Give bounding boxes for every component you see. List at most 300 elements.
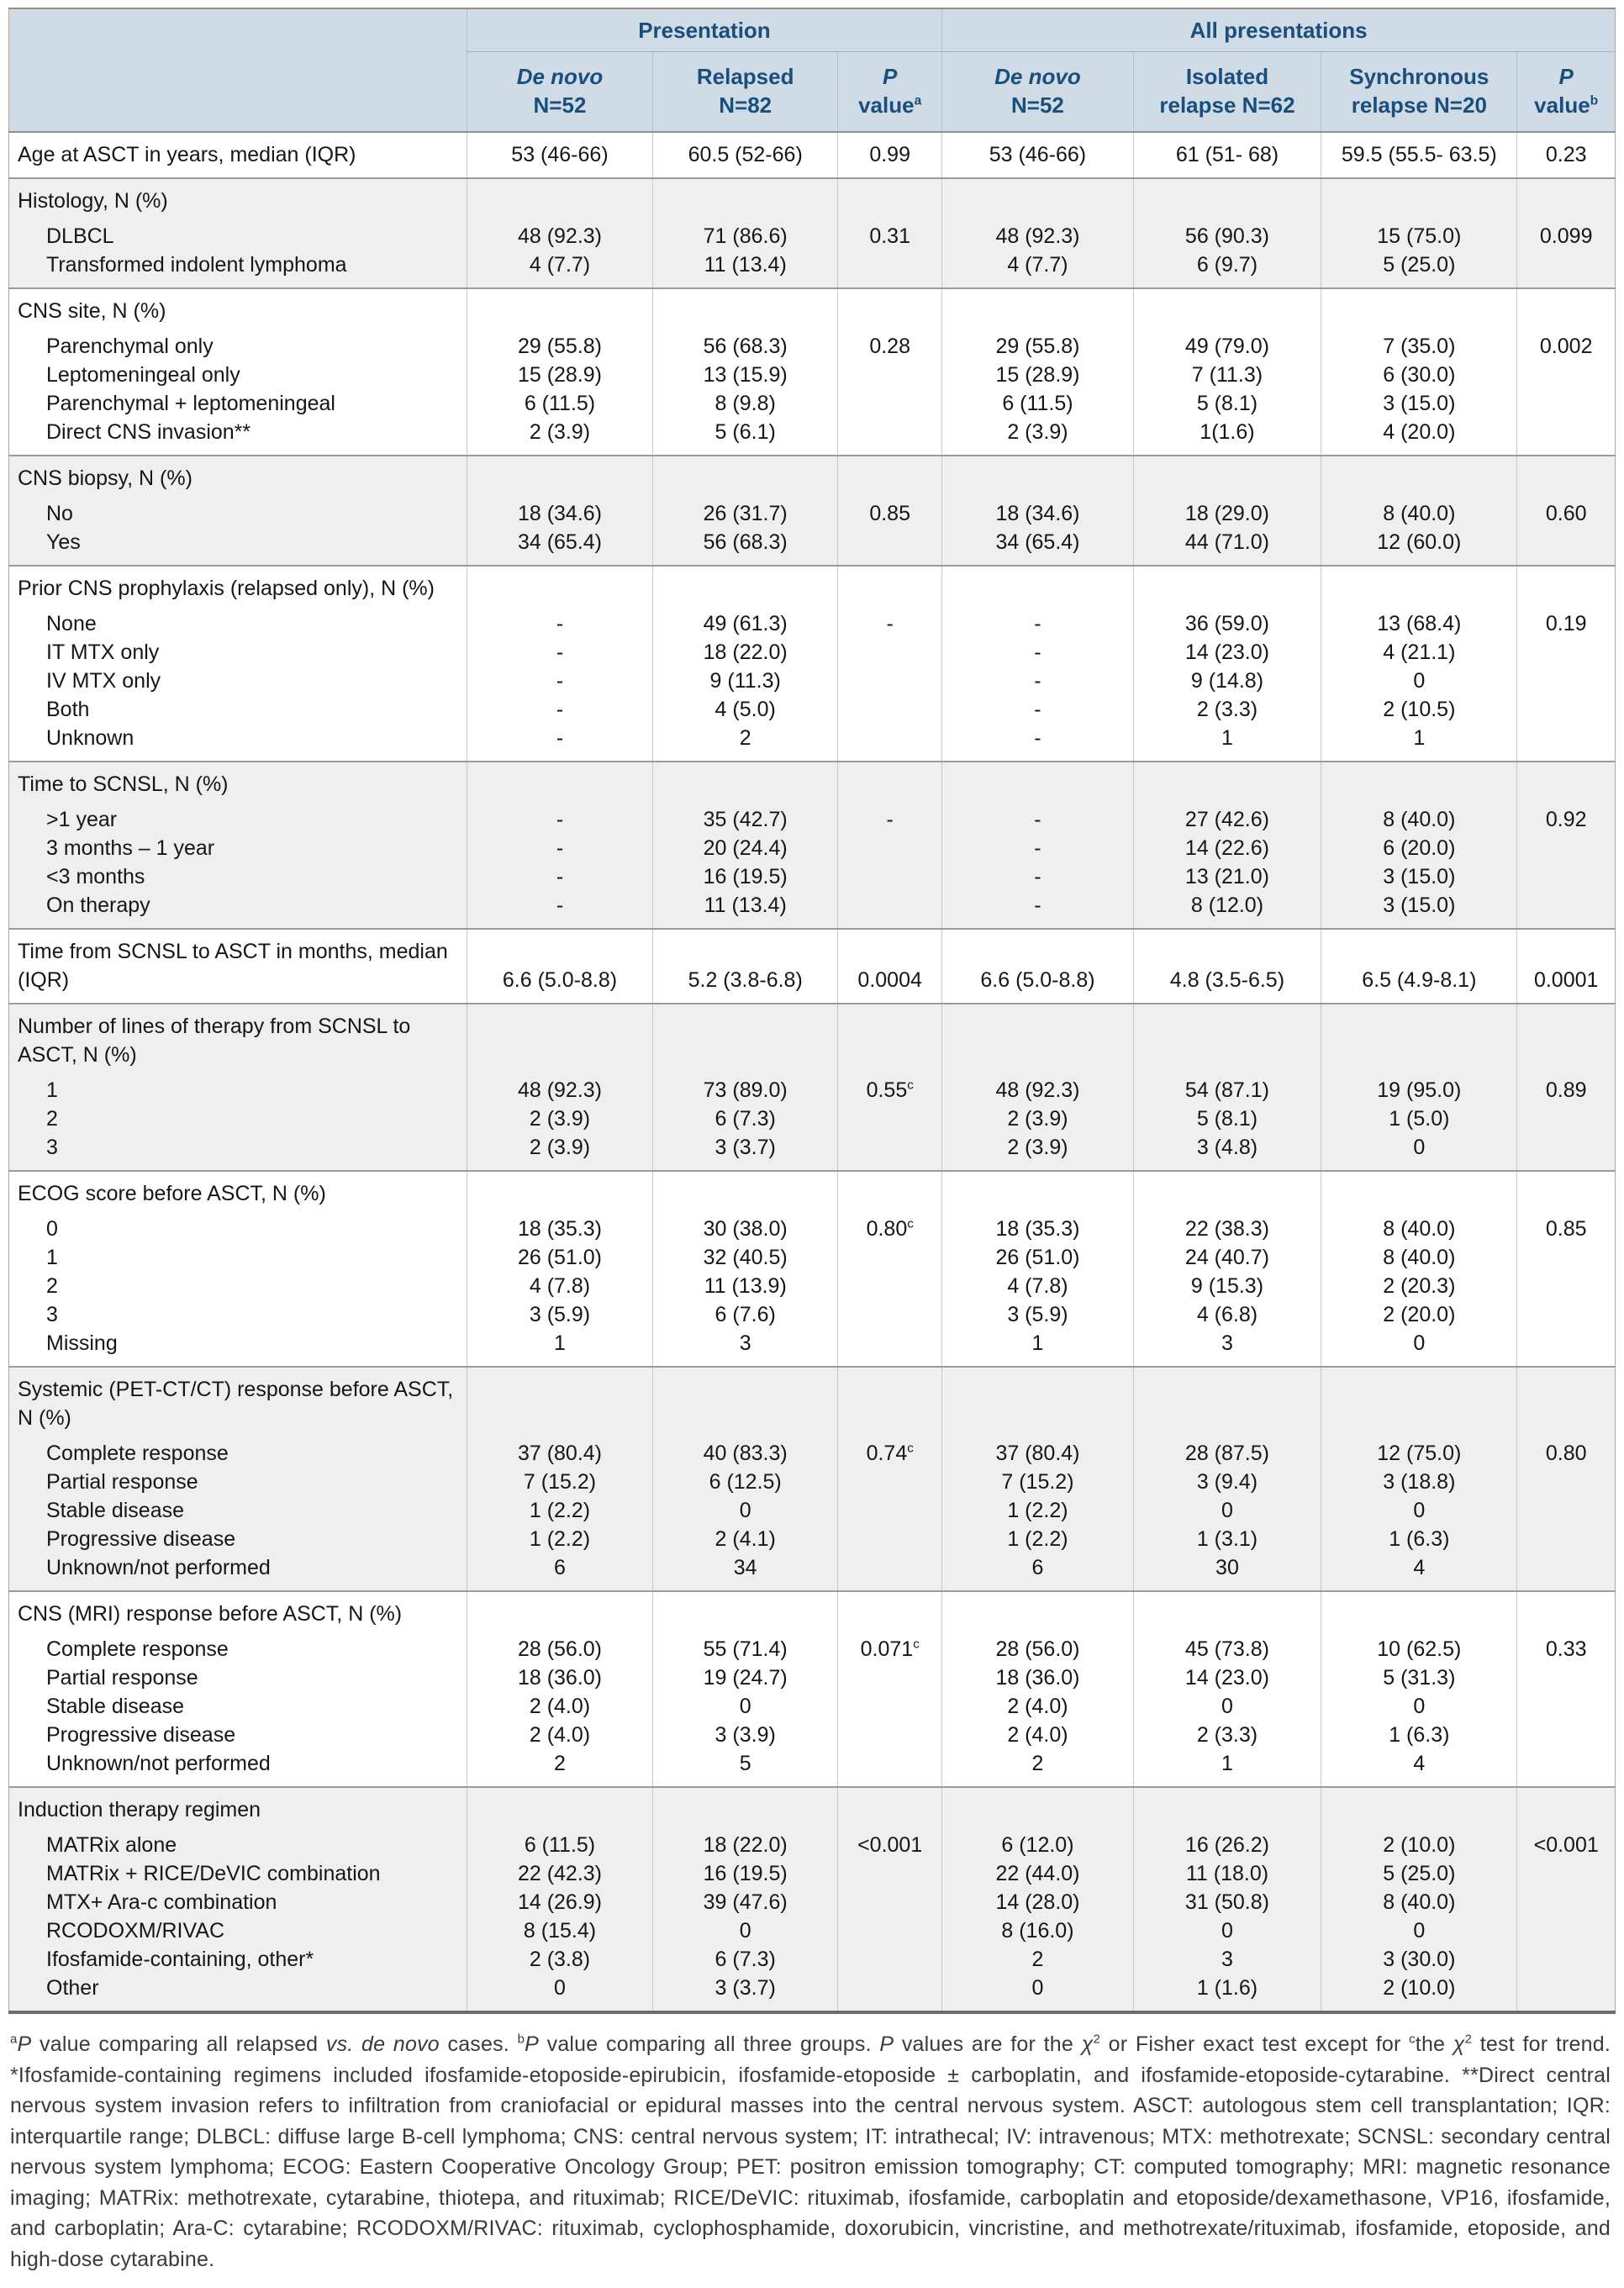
value-cell	[1133, 566, 1321, 609]
value-cell: 20 (24.4)	[653, 834, 838, 862]
value-cell	[1517, 1692, 1616, 1721]
value-cell	[653, 566, 838, 609]
value-cell: 5 (6.1)	[653, 418, 838, 456]
value-cell	[1517, 288, 1616, 332]
table-row	[9, 418, 1616, 456]
row-label: Complete response	[46, 1637, 229, 1661]
value-cell	[1517, 418, 1616, 456]
value-cell: 8 (40.0)	[1321, 1215, 1517, 1243]
footnote-segment: χ	[1453, 2032, 1465, 2056]
value-cell: 22 (44.0)	[942, 1859, 1133, 1888]
value-cell: 48 (92.3)	[467, 1076, 653, 1104]
table-row	[9, 1525, 1616, 1553]
footnote-segment: the	[1415, 2032, 1453, 2056]
value-cell: 0	[1133, 1692, 1321, 1721]
row-label: 1	[46, 1246, 58, 1269]
value-cell: 1 (6.3)	[1321, 1721, 1517, 1749]
column-header-5	[1321, 52, 1517, 133]
value-cell: 27 (42.6)	[1133, 805, 1321, 834]
value-cell: 14 (26.9)	[467, 1888, 653, 1916]
value-cell: 0.0004	[838, 929, 942, 1004]
value-cell	[1517, 178, 1616, 222]
value-cell: 60.5 (52-66)	[653, 132, 838, 178]
value-cell: 0.74$^c$	[838, 1439, 942, 1468]
value-cell	[1133, 456, 1321, 499]
section-cns-biopsy	[9, 456, 1616, 566]
table-row	[9, 695, 1616, 724]
row-label: <3 months	[46, 865, 145, 888]
value-cell: 14 (28.0)	[942, 1888, 1133, 1916]
value-cell: 1	[1133, 724, 1321, 762]
row-label: Missing	[46, 1331, 118, 1355]
table-row	[9, 288, 1616, 332]
value-cell: 3 (3.7)	[653, 1974, 838, 2012]
value-cell: 1	[942, 1329, 1133, 1367]
value-cell: 1	[1133, 1749, 1321, 1787]
value-cell	[942, 288, 1133, 332]
value-cell: 26 (31.7)	[653, 499, 838, 528]
section-time-to-scnsl	[9, 762, 1616, 929]
table-row	[9, 1831, 1616, 1859]
value-cell: 55 (71.4)	[653, 1635, 838, 1663]
value-cell: 71 (86.6)	[653, 222, 838, 250]
table-row	[9, 1076, 1616, 1104]
value-cell	[1517, 862, 1616, 891]
value-cell	[838, 418, 942, 456]
value-cell	[1133, 178, 1321, 222]
value-cell: 3	[653, 1329, 838, 1367]
value-cell	[942, 456, 1133, 499]
value-cell	[1321, 1171, 1517, 1215]
value-cell	[838, 1133, 942, 1171]
value-cell: 13 (15.9)	[653, 361, 838, 389]
value-cell	[467, 566, 653, 609]
table-row	[9, 929, 1616, 1004]
value-cell: 2 (3.3)	[1133, 1721, 1321, 1749]
value-cell: 18 (34.6)	[942, 499, 1133, 528]
value-cell	[838, 1004, 942, 1076]
value-cell	[1321, 178, 1517, 222]
table-row	[9, 609, 1616, 638]
value-cell: 28 (56.0)	[467, 1635, 653, 1663]
value-cell: 0.0001	[1517, 929, 1616, 1004]
column-header-2	[838, 52, 942, 133]
value-cell: 4 (7.7)	[467, 250, 653, 288]
value-cell: 26 (51.0)	[467, 1243, 653, 1272]
row-label: Parenchymal + leptomeningeal	[46, 392, 335, 415]
table-row	[9, 1663, 1616, 1692]
value-cell: 0	[1321, 1496, 1517, 1525]
section-age	[9, 132, 1616, 178]
value-cell: <0.001	[1517, 1831, 1616, 1859]
value-cell: 14 (22.6)	[1133, 834, 1321, 862]
value-cell	[942, 1367, 1133, 1439]
value-cell	[653, 1004, 838, 1076]
row-label: RCODOXM/RIVAC	[46, 1919, 225, 1943]
row-label: Complete response	[46, 1442, 229, 1465]
value-cell: 0.071$^c$	[838, 1635, 942, 1663]
value-cell: 6 (11.5)	[942, 389, 1133, 418]
value-cell	[838, 1468, 942, 1496]
value-cell: 2 (4.0)	[467, 1692, 653, 1721]
value-cell	[838, 1243, 942, 1272]
table-row	[9, 1749, 1616, 1787]
value-cell	[1517, 1663, 1616, 1692]
value-cell	[467, 178, 653, 222]
column-header-4	[1133, 52, 1321, 133]
value-cell	[1517, 456, 1616, 499]
value-cell: 29 (55.8)	[942, 332, 1133, 361]
table-row	[9, 1215, 1616, 1243]
value-cell	[1517, 528, 1616, 566]
row-label: Progressive disease	[46, 1723, 236, 1747]
section-histology	[9, 178, 1616, 288]
value-cell	[1517, 667, 1616, 695]
value-cell: 34	[653, 1553, 838, 1591]
value-cell	[467, 288, 653, 332]
characteristics-table	[8, 8, 1616, 2014]
value-cell	[1517, 1888, 1616, 1916]
table-row	[9, 178, 1616, 222]
value-cell	[1517, 1859, 1616, 1888]
value-cell	[838, 724, 942, 762]
value-cell: 22 (38.3)	[1133, 1215, 1321, 1243]
value-cell: 5.2 (3.8-6.8)	[653, 929, 838, 1004]
section-label: CNS (MRI) response before ASCT, N (%)	[18, 1602, 403, 1626]
column-header-line2: N=52	[533, 92, 587, 118]
value-cell: 18 (22.0)	[653, 638, 838, 667]
column-header-1	[653, 52, 838, 133]
value-cell: -	[942, 862, 1133, 891]
value-cell	[838, 1888, 942, 1916]
value-cell: 1	[467, 1329, 653, 1367]
section-prior-cns-prophylaxis	[9, 566, 1616, 762]
value-cell	[653, 1591, 838, 1635]
value-cell: 61 (51- 68)	[1133, 132, 1321, 178]
value-cell	[838, 1367, 942, 1439]
value-cell	[1133, 762, 1321, 805]
value-cell	[467, 456, 653, 499]
value-cell	[1517, 762, 1616, 805]
value-cell: 16 (19.5)	[653, 862, 838, 891]
table-row	[9, 528, 1616, 566]
value-cell	[653, 456, 838, 499]
value-cell	[1517, 1004, 1616, 1076]
value-cell	[1321, 456, 1517, 499]
value-cell: 0	[1321, 667, 1517, 695]
value-cell: 48 (92.3)	[942, 222, 1133, 250]
column-header-line2: relapse N=62	[1159, 92, 1295, 118]
value-cell: 30	[1133, 1553, 1321, 1591]
table-row	[9, 1945, 1616, 1974]
value-cell	[838, 1945, 942, 1974]
section-cns-mri-response	[9, 1591, 1616, 1787]
value-cell	[1321, 762, 1517, 805]
value-cell	[1517, 1916, 1616, 1945]
value-cell	[1321, 566, 1517, 609]
value-cell: 3 (15.0)	[1321, 389, 1517, 418]
value-cell	[1517, 1171, 1616, 1215]
row-label: 2	[46, 1107, 58, 1131]
footnote-segment: value comparing all three groups.	[539, 2032, 880, 2056]
value-cell: 2	[653, 724, 838, 762]
value-cell	[467, 1004, 653, 1076]
section-label: CNS biopsy, N (%)	[18, 467, 192, 490]
value-cell: 0.099	[1517, 222, 1616, 250]
value-cell	[1517, 1496, 1616, 1525]
value-cell: 48 (92.3)	[942, 1076, 1133, 1104]
value-cell: 7 (15.2)	[467, 1468, 653, 1496]
value-cell: -	[838, 609, 942, 638]
row-label: DLBCL	[46, 224, 114, 248]
table-row	[9, 250, 1616, 288]
value-cell: 1 (1.6)	[1133, 1974, 1321, 2012]
value-cell: 6.5 (4.9-8.1)	[1321, 929, 1517, 1004]
value-cell	[838, 1104, 942, 1133]
value-cell	[838, 1692, 942, 1721]
footnote-segment: χ	[1081, 2032, 1094, 2056]
value-cell: 0.55$^c$	[838, 1076, 942, 1104]
value-cell: 8 (15.4)	[467, 1916, 653, 1945]
value-cell: 2 (10.5)	[1321, 695, 1517, 724]
value-cell	[838, 1329, 942, 1367]
value-cell: 18 (36.0)	[942, 1663, 1133, 1692]
value-cell: 6 (7.6)	[653, 1300, 838, 1329]
value-cell: 2 (10.0)	[1321, 1831, 1517, 1859]
value-cell: 30 (38.0)	[653, 1215, 838, 1243]
row-label: Progressive disease	[46, 1527, 236, 1551]
section-label: CNS site, N (%)	[18, 299, 166, 323]
table-row	[9, 1916, 1616, 1945]
value-cell	[653, 178, 838, 222]
table-row	[9, 834, 1616, 862]
section-label: Induction therapy regimen	[18, 1798, 261, 1821]
value-cell: 14 (23.0)	[1133, 1663, 1321, 1692]
value-cell	[1321, 1004, 1517, 1076]
value-cell: 0.23	[1517, 132, 1616, 178]
value-cell: 0.85	[838, 499, 942, 528]
value-cell: 14 (23.0)	[1133, 638, 1321, 667]
table-row	[9, 1591, 1616, 1635]
value-cell: 0.002	[1517, 332, 1616, 361]
value-cell	[1321, 1591, 1517, 1635]
table-row	[9, 1787, 1616, 1831]
value-cell: 18 (35.3)	[467, 1215, 653, 1243]
value-cell: 2 (20.3)	[1321, 1272, 1517, 1300]
section-systemic-response	[9, 1367, 1616, 1591]
value-cell	[838, 1300, 942, 1329]
value-cell	[838, 1171, 942, 1215]
table-row	[9, 1635, 1616, 1663]
value-cell: 34 (65.4)	[942, 528, 1133, 566]
value-cell: 9 (11.3)	[653, 667, 838, 695]
value-cell: 3 (3.9)	[653, 1721, 838, 1749]
value-cell: 13 (21.0)	[1133, 862, 1321, 891]
value-cell: 0	[653, 1916, 838, 1945]
table-row	[9, 1171, 1616, 1215]
value-cell	[1517, 1974, 1616, 2012]
value-cell: 34 (65.4)	[467, 528, 653, 566]
value-cell: 53 (46-66)	[467, 132, 653, 178]
value-cell: 1 (2.2)	[942, 1525, 1133, 1553]
value-cell	[1517, 566, 1616, 609]
footnote-segment: vs. de novo	[325, 2032, 440, 2056]
row-label: Partial response	[46, 1470, 198, 1494]
row-label: None	[46, 612, 97, 635]
value-cell: 44 (71.0)	[1133, 528, 1321, 566]
value-cell: 15 (28.9)	[942, 361, 1133, 389]
value-cell	[838, 1553, 942, 1591]
column-header-6	[1517, 52, 1616, 133]
value-cell: 0	[942, 1974, 1133, 2012]
value-cell	[838, 456, 942, 499]
row-label: Parenchymal only	[46, 335, 214, 358]
value-cell	[838, 1496, 942, 1525]
row-label: Stable disease	[46, 1695, 185, 1718]
value-cell: 4.8 (3.5-6.5)	[1133, 929, 1321, 1004]
value-cell: 0	[1133, 1496, 1321, 1525]
column-header-line2: N=82	[719, 92, 772, 118]
row-label: MTX+ Ara-c combination	[46, 1890, 277, 1914]
table-row	[9, 1367, 1616, 1439]
value-cell: 8 (12.0)	[1133, 891, 1321, 929]
value-cell: 2 (3.9)	[942, 1104, 1133, 1133]
value-cell	[1517, 389, 1616, 418]
value-cell	[942, 1004, 1133, 1076]
value-cell: 2 (20.0)	[1321, 1300, 1517, 1329]
value-cell: 6 (11.5)	[467, 389, 653, 418]
value-cell: 18 (36.0)	[467, 1663, 653, 1692]
value-cell: -	[942, 695, 1133, 724]
value-cell: 5 (31.3)	[1321, 1663, 1517, 1692]
value-cell: 3 (3.7)	[653, 1133, 838, 1171]
value-cell: 12 (75.0)	[1321, 1439, 1517, 1468]
value-cell: -	[467, 891, 653, 929]
value-cell	[838, 667, 942, 695]
value-cell: 6 (7.3)	[653, 1104, 838, 1133]
value-cell: 18 (29.0)	[1133, 499, 1321, 528]
value-cell	[653, 1367, 838, 1439]
column-header-line1: De novo	[516, 64, 604, 89]
superscript: c	[907, 1078, 914, 1093]
value-cell: 1 (2.2)	[467, 1525, 653, 1553]
value-cell: 8 (40.0)	[1321, 1888, 1517, 1916]
value-cell: 3	[1133, 1329, 1321, 1367]
value-cell: -	[942, 805, 1133, 834]
table-row	[9, 1721, 1616, 1749]
value-cell	[942, 1171, 1133, 1215]
value-cell: -	[942, 609, 1133, 638]
value-cell	[838, 178, 942, 222]
row-label: On therapy	[46, 894, 150, 917]
value-cell	[467, 1171, 653, 1215]
column-header-0	[467, 52, 653, 133]
value-cell: -	[467, 695, 653, 724]
value-cell: -	[467, 667, 653, 695]
value-cell: -	[838, 805, 942, 834]
value-cell	[653, 1171, 838, 1215]
value-cell: 1 (2.2)	[467, 1496, 653, 1525]
value-cell: 0.33	[1517, 1635, 1616, 1663]
row-label: Age at ASCT in years, median (IQR)	[18, 143, 356, 166]
value-cell: 6.6 (5.0-8.8)	[467, 929, 653, 1004]
value-cell: 2 (3.3)	[1133, 695, 1321, 724]
row-label: MATRix alone	[46, 1833, 177, 1857]
value-cell	[942, 566, 1133, 609]
value-cell: -	[942, 638, 1133, 667]
value-cell: 3 (4.8)	[1133, 1133, 1321, 1171]
table-row	[9, 1133, 1616, 1171]
value-cell: 6 (20.0)	[1321, 834, 1517, 862]
value-cell: 4 (6.8)	[1133, 1300, 1321, 1329]
value-cell: 3 (5.9)	[942, 1300, 1133, 1329]
value-cell: 18 (35.3)	[942, 1215, 1133, 1243]
value-cell	[467, 1367, 653, 1439]
row-label: 3 months – 1 year	[46, 836, 215, 860]
column-header-line1: Synchronous	[1349, 64, 1490, 89]
header-group-row	[9, 8, 1616, 52]
value-cell	[838, 1974, 942, 2012]
value-cell	[942, 178, 1133, 222]
table-row	[9, 222, 1616, 250]
value-cell: 0.99	[838, 132, 942, 178]
table-row	[9, 566, 1616, 609]
value-cell: 2 (3.9)	[942, 1133, 1133, 1171]
value-cell	[838, 762, 942, 805]
value-cell	[1321, 1787, 1517, 1831]
value-cell: <0.001	[838, 1831, 942, 1859]
value-cell: 2 (3.9)	[467, 1133, 653, 1171]
row-label: 2	[46, 1274, 58, 1298]
table-row	[9, 499, 1616, 528]
footnote-segment: P	[879, 2032, 894, 2056]
value-cell: 11 (13.4)	[653, 891, 838, 929]
table-row	[9, 1004, 1616, 1076]
value-cell	[838, 288, 942, 332]
value-cell: 6 (9.7)	[1133, 250, 1321, 288]
value-cell: 36 (59.0)	[1133, 609, 1321, 638]
footnote-segment: or Fisher exact test except for	[1100, 2032, 1410, 2056]
section-lines-of-therapy	[9, 1004, 1616, 1171]
value-cell: 2 (3.8)	[467, 1945, 653, 1974]
value-cell	[1133, 288, 1321, 332]
value-cell	[1517, 1272, 1616, 1300]
value-cell	[1517, 1787, 1616, 1831]
column-header-line2: N=52	[1011, 92, 1064, 118]
value-cell: 1 (5.0)	[1321, 1104, 1517, 1133]
value-cell	[838, 1721, 942, 1749]
value-cell	[467, 1787, 653, 1831]
table-row	[9, 1888, 1616, 1916]
value-cell: 0.89	[1517, 1076, 1616, 1104]
value-cell	[838, 1787, 942, 1831]
table-header	[9, 8, 1616, 132]
value-cell: 0	[653, 1692, 838, 1721]
column-header-line1: P	[882, 64, 898, 89]
footnote-segment: c	[1409, 2032, 1416, 2047]
value-cell: 5 (8.1)	[1133, 1104, 1321, 1133]
value-cell	[1517, 1104, 1616, 1133]
value-cell: 7 (15.2)	[942, 1468, 1133, 1496]
group-header-all-presentations: All presentations	[942, 8, 1616, 52]
value-cell: 53 (46-66)	[942, 132, 1133, 178]
column-header-line2: value$^a$	[858, 92, 922, 118]
footnote-segment: a	[10, 2032, 18, 2047]
value-cell: 56 (90.3)	[1133, 222, 1321, 250]
value-cell: 10 (62.5)	[1321, 1635, 1517, 1663]
value-cell: 0	[1321, 1692, 1517, 1721]
value-cell: 5 (25.0)	[1321, 1859, 1517, 1888]
